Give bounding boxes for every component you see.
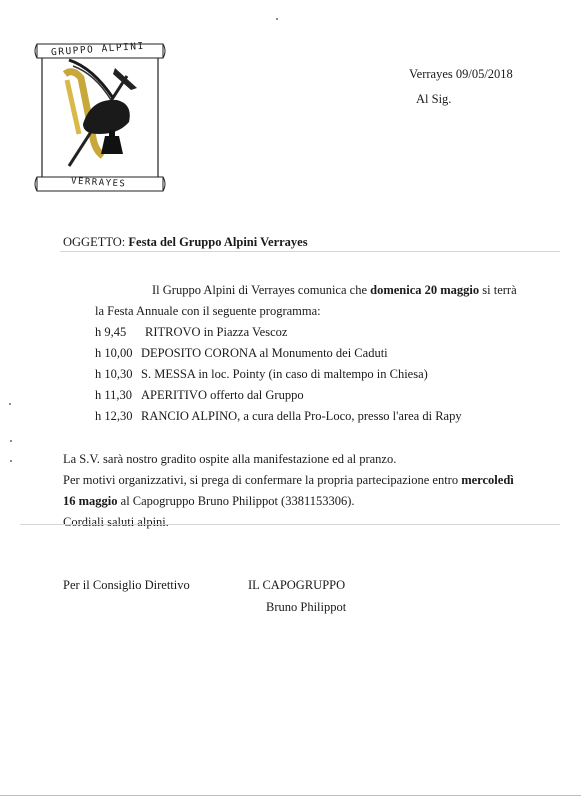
intro-line-1 bbox=[152, 283, 517, 298]
confirm-weekday: mercoledì bbox=[461, 473, 514, 487]
confirm-line-2 bbox=[63, 494, 355, 509]
program-text: S. MESSA in loc. Pointy (in caso di maltempo in Chiesa) bbox=[141, 367, 428, 381]
guest-line: La S.V. sarà nostro gradito ospite alla manifestazione ed al pranzo. bbox=[63, 452, 397, 466]
scan-mark bbox=[10, 460, 12, 462]
scan-mark bbox=[9, 403, 11, 405]
subject-label: OGGETTO: bbox=[63, 235, 126, 249]
program-time: h 9,45 bbox=[95, 325, 127, 339]
scan-mark bbox=[276, 18, 278, 20]
intro-line-2: la Festa Annuale con il seguente programma: bbox=[95, 304, 321, 318]
confirm-date: 16 maggio bbox=[63, 494, 118, 508]
signature-left: Per il Consiglio Direttivo bbox=[63, 578, 190, 592]
program-item bbox=[95, 367, 428, 382]
intro-date: domenica 20 maggio bbox=[370, 283, 480, 297]
subject-text: Festa del Gruppo Alpini Verrayes bbox=[128, 235, 308, 249]
group-logo bbox=[33, 38, 167, 201]
program-time: h 10,30 bbox=[95, 367, 133, 381]
program-time: h 10,00 bbox=[95, 346, 133, 360]
program-text: RANCIO ALPINO, a cura della Pro-Loco, presso l'area di Rapy bbox=[141, 409, 462, 423]
program-item bbox=[95, 325, 287, 340]
program-item bbox=[95, 388, 304, 403]
place-date: Verrayes 09/05/2018 bbox=[409, 67, 513, 81]
subject-line bbox=[63, 235, 308, 250]
program-text: RITROVO in Piazza Vescoz bbox=[145, 325, 288, 339]
program-time: h 11,30 bbox=[95, 388, 133, 402]
greeting: Cordiali saluti alpini. bbox=[63, 515, 169, 529]
recipient: Al Sig. bbox=[416, 92, 452, 106]
intro-text-1: Il Gruppo Alpini di Verrayes comunica che bbox=[152, 283, 367, 297]
logo-bottom-text: VERRAYES bbox=[70, 176, 127, 190]
scan-mark bbox=[10, 440, 12, 442]
bottom-edge bbox=[0, 795, 581, 796]
program-text: APERITIVO offerto dal Gruppo bbox=[141, 388, 304, 402]
program-item bbox=[95, 346, 388, 361]
signature-title: IL CAPOGRUPPO bbox=[248, 578, 346, 592]
confirm-line-1 bbox=[63, 473, 514, 488]
program-item bbox=[95, 409, 462, 424]
logo-top-text: GRUPPO ALPINI bbox=[50, 40, 146, 59]
signature-name: Bruno Philippot bbox=[266, 600, 347, 614]
program-time: h 12,30 bbox=[95, 409, 133, 423]
subject-rule bbox=[60, 251, 560, 252]
program-text: DEPOSITO CORONA al Monumento dei Caduti bbox=[141, 346, 388, 360]
intro-text-2: si terrà bbox=[482, 283, 517, 297]
confirm-text-2: al Capogruppo Bruno Philippot (3381153306). bbox=[120, 494, 355, 508]
greeting-rule bbox=[20, 524, 560, 525]
confirm-text-1: Per motivi organizzativi, si prega di confermare la propria partecipazione entro bbox=[63, 473, 459, 487]
